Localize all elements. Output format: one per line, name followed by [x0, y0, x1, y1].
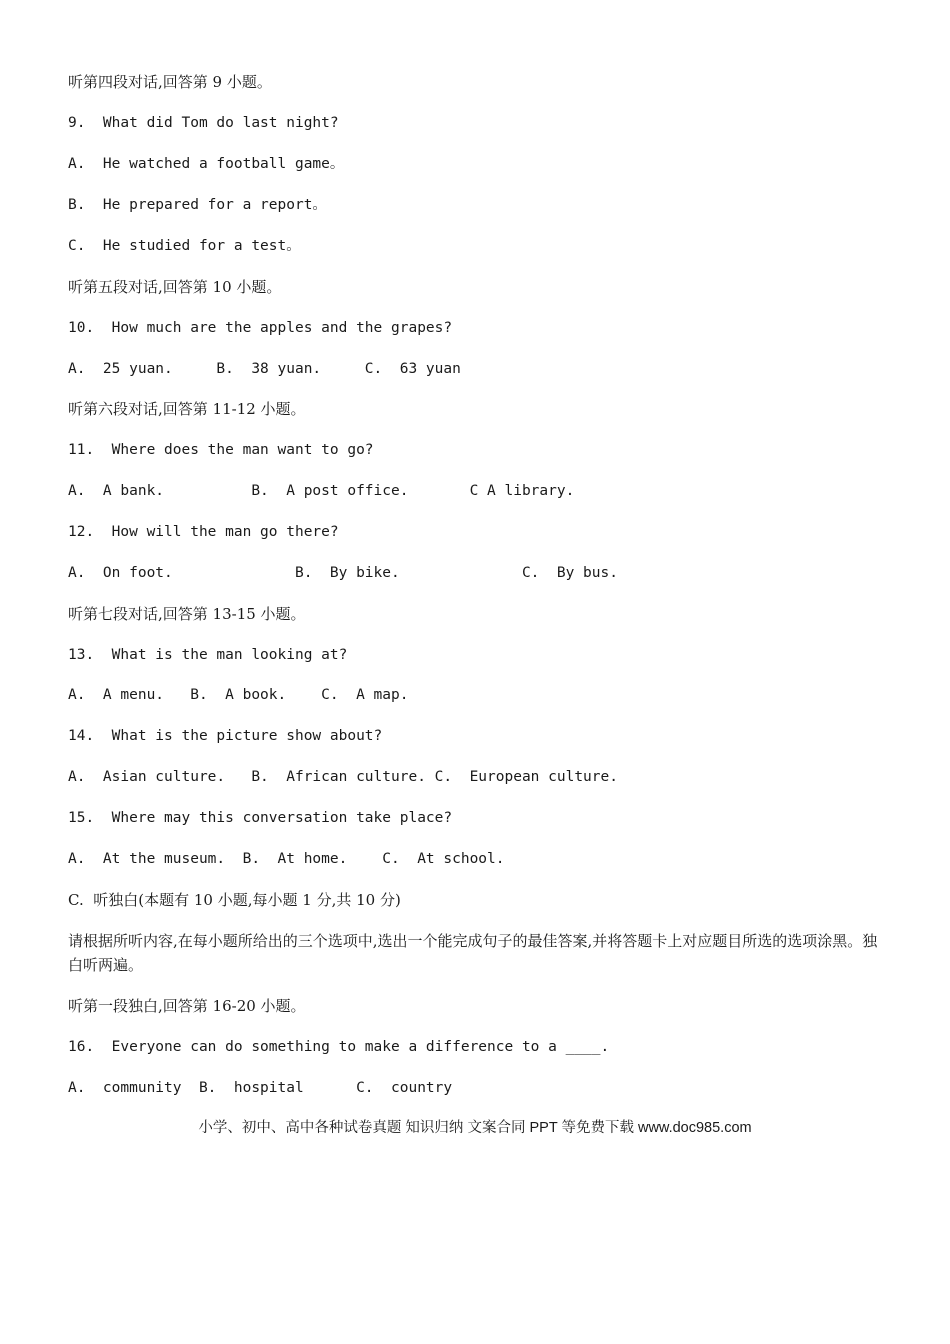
question-10: 10. How much are the apples and the grapes?	[68, 320, 453, 336]
options-15: A. At the museum. B. At home. C. At school.	[68, 851, 505, 867]
option-9c: C. He studied for a test。	[68, 238, 301, 254]
option-9b: B. He prepared for a report。	[68, 197, 327, 213]
section-heading: 听第四段对话,回答第 9 小题。	[68, 73, 272, 91]
question-13: 13. What is the man looking at?	[68, 647, 348, 663]
option-9a: A. He watched a football game。	[68, 156, 345, 172]
options-10: A. 25 yuan. B. 38 yuan. C. 63 yuan	[68, 361, 461, 377]
options-14: A. Asian culture. B. African culture. C. European culture.	[68, 769, 618, 785]
options-12: A. On foot. B. By bike. C. By bus.	[68, 565, 618, 581]
options-13: A. A menu. B. A book. C. A map.	[68, 687, 409, 703]
question-15: 15. Where may this conversation take place?	[68, 810, 453, 826]
options-16: A. community B. hospital C. country	[68, 1080, 453, 1096]
section-heading: 听第六段对话,回答第 11-12 小题。	[68, 400, 306, 418]
question-14: 14. What is the picture show about?	[68, 728, 383, 744]
section-heading: 听第一段独白,回答第 16-20 小题。	[68, 997, 306, 1015]
question-12: 12. How will the man go there?	[68, 524, 339, 540]
section-heading: 听第七段对话,回答第 13-15 小题。	[68, 605, 306, 623]
options-11: A. A bank. B. A post office. C A library.	[68, 483, 575, 499]
instructions: 请根据所听内容,在每小题所给出的三个选项中,选出一个能完成句子的最佳答案,并将答题卡上对应题目所选的选项涂黑。独白听两遍。	[68, 932, 878, 974]
section-heading: 听第五段对话,回答第 10 小题。	[68, 278, 282, 296]
question-9: 9. What did Tom do last night?	[68, 115, 339, 131]
question-11: 11. Where does the man want to go?	[68, 442, 374, 458]
page-footer: 小学、初中、高中各种试卷真题 知识归纳 文案合同 PPT 等免费下载 www.doc985.com	[198, 1120, 752, 1136]
question-16: 16. Everyone can do something to make a difference to a ____.	[68, 1039, 610, 1055]
part-heading: C. 听独白(本题有 10 小题,每小题 1 分,共 10 分)	[68, 891, 401, 909]
